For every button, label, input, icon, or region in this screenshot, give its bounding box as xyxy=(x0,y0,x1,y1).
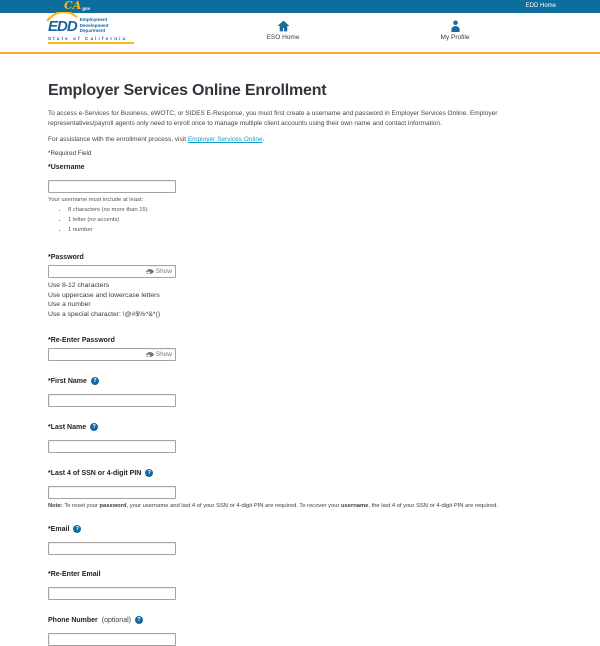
reenter-password-show-button[interactable] xyxy=(146,351,175,358)
nav-my-profile-label: My Profile xyxy=(440,34,470,41)
reenter-password-label: *Re-Enter Password xyxy=(48,337,115,344)
ssn-pin-label-text: *Last 4 of SSN or 4-digit PIN xyxy=(48,469,142,477)
password-hint: Use a special character: !@#$%^&*() xyxy=(48,310,161,318)
last-name-label-text: *Last Name xyxy=(48,423,87,431)
first-name-input[interactable] xyxy=(48,394,176,407)
assistance-line xyxy=(48,136,555,143)
reenter-email-input[interactable] xyxy=(48,587,176,600)
note-word: Note: xyxy=(48,503,63,509)
password-group xyxy=(48,254,555,319)
password-hint: Use a number xyxy=(48,301,91,308)
edd-logo-row xyxy=(48,17,134,34)
help-icon[interactable]: ? xyxy=(91,377,99,385)
ssn-pin-group xyxy=(48,469,555,509)
username-label: *Username xyxy=(48,164,85,171)
help-icon[interactable]: ? xyxy=(90,423,98,431)
nav-eso-home[interactable] xyxy=(248,20,318,41)
eye-icon xyxy=(146,269,154,274)
nav-eso-home-label: ESO Home xyxy=(266,34,300,41)
reenter-email-group xyxy=(48,571,555,600)
reenter-password-input[interactable] xyxy=(49,349,146,360)
ssn-pin-label xyxy=(48,469,555,477)
phone-input[interactable] xyxy=(48,633,176,646)
ca-gov-logo-ca: CA xyxy=(64,0,82,12)
eye-icon xyxy=(146,352,154,357)
edd-dept-line1: Employment xyxy=(79,17,108,22)
edd-swoosh-icon xyxy=(45,12,79,22)
note-username-word: username xyxy=(340,503,369,509)
password-label: *Password xyxy=(48,254,84,261)
username-hint-item: • 1 letter (no accents) xyxy=(68,217,555,223)
edd-dept-line2: Development xyxy=(79,22,109,28)
reenter-password-group xyxy=(48,337,555,361)
edd-home-link[interactable]: EDD Home xyxy=(525,3,556,9)
email-group xyxy=(48,525,555,555)
username-hint-list xyxy=(68,207,555,233)
password-hint: Use uppercase and lowercase letters xyxy=(48,291,160,299)
assistance-prefix: For assistance with the enrollment process, visit xyxy=(48,136,188,143)
last-name-group xyxy=(48,423,555,453)
assistance-suffix: . xyxy=(262,136,265,143)
first-name-group xyxy=(48,377,555,407)
password-hint: Use 8-12 characters xyxy=(48,282,110,289)
edd-dept-line3: Department xyxy=(79,28,106,34)
username-hint-title: Your username must include at least: xyxy=(48,197,144,203)
note-password-word: password xyxy=(99,503,127,509)
reenter-password-show-label: Show xyxy=(155,351,172,358)
intro-paragraph: To access e-Services for Business, eWOTC, or SIDES E-Response, you must first create a username and password in Employer Services Online. Employer representatives/payroll agents only need to enroll once to manage multiple client accounts using their own name and contact information. xyxy=(48,110,498,127)
nav-my-profile[interactable] xyxy=(420,20,490,41)
username-group xyxy=(48,164,555,233)
help-icon[interactable]: ? xyxy=(135,616,143,624)
first-name-label xyxy=(48,377,555,385)
username-input[interactable] xyxy=(48,180,176,193)
employer-services-online-link[interactable]: Employer Services Online xyxy=(187,136,263,143)
password-hints xyxy=(48,281,555,319)
person-icon xyxy=(450,20,461,32)
ssn-pin-note: Note: To reset your password, your username and last 4 of your SSN or 4-digit PIN are required. To recover your username, the last 4 of your SSN or 4-digit PIN are required. xyxy=(48,503,498,509)
ca-gov-logo-gov: gov xyxy=(82,6,91,11)
help-icon[interactable]: ? xyxy=(73,525,81,533)
edd-dept-lines xyxy=(80,17,109,34)
topbar xyxy=(0,0,600,13)
page-title: Employer Services Online Enrollment xyxy=(48,82,327,99)
email-input[interactable] xyxy=(48,542,176,555)
phone-label-text: Phone Number xyxy=(48,616,98,624)
reenter-password-field xyxy=(48,348,176,361)
required-field-note: *Required Field xyxy=(48,150,92,157)
main-content xyxy=(0,54,600,646)
site-header xyxy=(0,13,600,54)
home-icon xyxy=(277,20,290,32)
first-name-label-text: *First Name xyxy=(48,377,87,385)
email-label-text: *Email xyxy=(48,525,70,533)
phone-optional-text: (optional) xyxy=(101,616,131,624)
phone-group xyxy=(48,616,555,646)
ca-gov-logo[interactable] xyxy=(64,0,90,12)
password-show-label: Show xyxy=(155,268,172,275)
edd-acronym: EDD xyxy=(48,17,77,35)
password-show-button[interactable] xyxy=(146,268,175,275)
edd-logo[interactable] xyxy=(48,17,134,44)
last-name-label xyxy=(48,423,555,431)
password-input[interactable] xyxy=(49,266,146,277)
username-hint-item: • 1 number xyxy=(68,227,555,233)
help-icon[interactable]: ? xyxy=(145,469,153,477)
password-field xyxy=(48,265,176,278)
phone-label xyxy=(48,616,555,624)
email-label xyxy=(48,525,555,533)
username-hint-item: • 8 characters (no more than 15) xyxy=(68,207,555,213)
last-name-input[interactable] xyxy=(48,440,176,453)
reenter-email-label: *Re-Enter Email xyxy=(48,571,101,578)
edd-state-tagline: State of California xyxy=(48,36,134,45)
ssn-pin-input[interactable] xyxy=(48,486,176,499)
